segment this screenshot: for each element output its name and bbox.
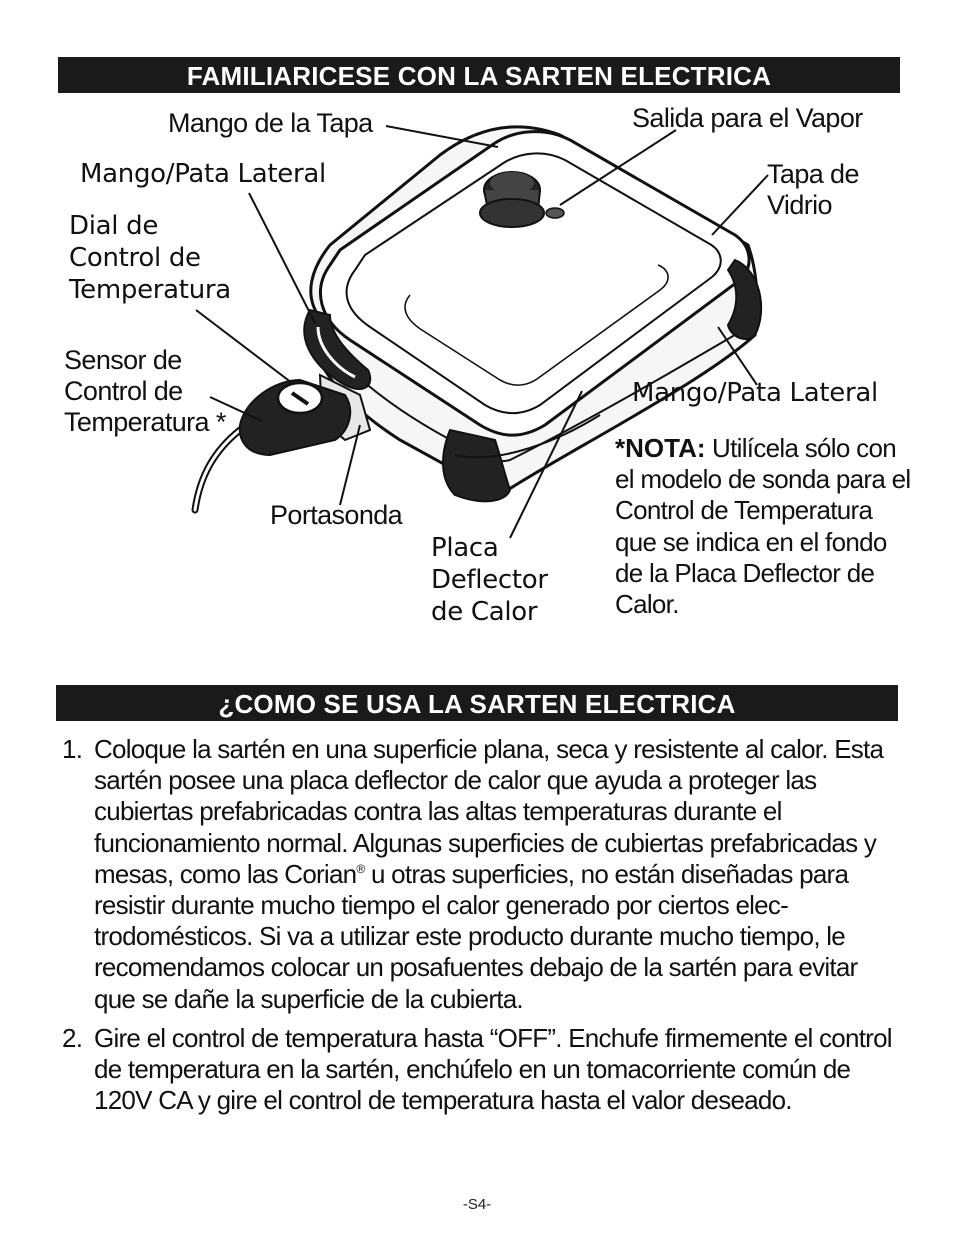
power-cord: [195, 430, 240, 510]
step-text-continued: u otras superficies, no están diseñadas para resistir durante mucho tiempo el calor generado por ciertos elec-trodomésticos. Si va a utilizar este producto durante mucho tiempo, le recomendamos colocar un posafuentes debajo de la sartén para evitar que se dañe la superficie de la cubierta.: [94, 858, 858, 1014]
note-text: Utilícela sólo con el modelo de sonda para el Control de Temperatura que se indica en el fondo de la Placa Deflector de Calor.: [615, 433, 911, 620]
list-item: [62, 734, 902, 1015]
step-number: 1.: [62, 734, 83, 764]
label-side-handle-left: Mango/Pata Lateral: [80, 159, 326, 189]
usage-steps-list: [62, 734, 902, 1124]
label-lid-handle: Mango de la Tapa: [168, 108, 373, 138]
step-text: Coloque la sartén en una superficie plana, seca y resistente al calor. Esta sartén posee una placa deflector de calor que ayuda a proteger las cubiertas prefabricadas contra las altas temperaturas durante el funcionamiento normal. Algunas superficies de cubiertas prefabricadas y mesas, como las Corian: [94, 734, 884, 889]
registered-mark: ®: [356, 861, 365, 876]
lid-handle-knob: [480, 172, 544, 227]
steam-vent: [546, 208, 564, 218]
step-text: Gire el control de temperatura hasta “OFF”. Enchufe firmemente el control de temperatura en la sartén, enchúfelo en un tomacorriente común de 120V CA y gire el control de temperatura hasta el valor deseado.: [94, 1022, 892, 1116]
note-label: *NOTA:: [615, 433, 706, 463]
page-number: -S4-: [462, 1196, 492, 1213]
label-temperature-sensor: Sensor de Control de Temperatura *: [64, 345, 226, 437]
label-side-handle-right: Mango/Pata Lateral: [632, 378, 878, 408]
label-steam-vent: Salida para el Vapor: [632, 103, 863, 133]
label-glass-lid: Tapa de Vidrio: [767, 159, 859, 220]
section-title-familiarize: FAMILIARICESE CON LA SARTEN ELECTRICA: [58, 57, 900, 93]
label-probe-holder: Portasonda: [270, 500, 403, 530]
list-item: [62, 1023, 902, 1117]
note-paragraph: [615, 433, 915, 620]
section-title-usage: ¿COMO SE USA LA SARTEN ELECTRICA: [56, 685, 898, 721]
label-temperature-dial: Dial de Control de Temperatura: [69, 211, 231, 305]
step-number: 2.: [62, 1022, 83, 1053]
label-heat-deflector-plate: Placa Deflector de Calor: [431, 533, 548, 627]
